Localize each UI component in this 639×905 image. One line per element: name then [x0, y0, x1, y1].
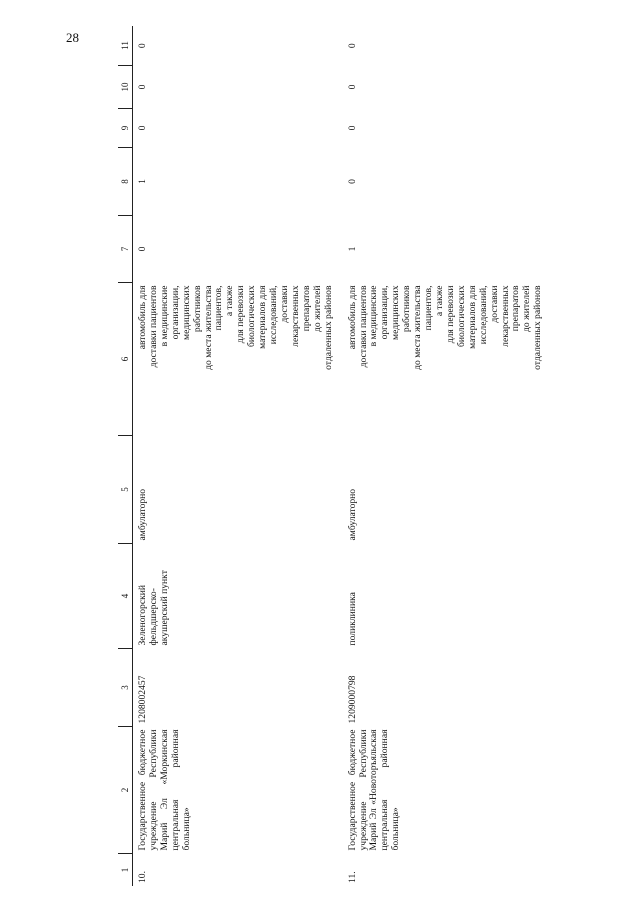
- vehicle-purpose-line: до жителей: [521, 285, 533, 332]
- value-col-7: 1: [346, 246, 358, 252]
- value-col-9: 0: [346, 125, 358, 131]
- vehicle-purpose-line: отдаленных районов: [532, 285, 544, 370]
- vehicle-purpose-line: организации,: [169, 285, 181, 340]
- column-header-9: 9: [118, 109, 133, 148]
- vehicle-purpose-line: материалов для: [466, 285, 478, 349]
- vehicle-purpose-line: для перевозки: [444, 285, 456, 344]
- table-row: [343, 26, 553, 886]
- vehicle-purpose-line: пациентов,: [213, 285, 225, 331]
- vehicle-purpose-line: до места жительства: [202, 285, 214, 370]
- rotated-table-container: [118, 36, 588, 886]
- subdivision-name: поликлиника: [346, 592, 358, 646]
- vehicle-purpose-line: а также: [433, 285, 445, 317]
- organization-code: 1209000798: [346, 675, 358, 724]
- value-col-7: 0: [137, 246, 148, 252]
- vehicle-purpose-line: автомобиль для: [346, 285, 358, 350]
- value-col-11: 0: [346, 43, 358, 49]
- column-header-10: 10: [118, 66, 133, 109]
- page-number: 28: [66, 30, 79, 45]
- vehicle-purpose: [133, 283, 343, 436]
- vehicle-purpose-line: доставки пациентов: [147, 285, 159, 368]
- value-col-10: 0: [346, 84, 358, 90]
- vehicle-purpose-line: для перевозки: [235, 285, 247, 344]
- care-type: амбулаторно: [137, 488, 148, 541]
- row-number: 11.: [346, 871, 358, 883]
- vehicle-purpose-line: отдаленных районов: [322, 285, 334, 370]
- vehicle-purpose-line: автомобиль для: [137, 285, 148, 350]
- vehicle-purpose-line: доставки: [278, 285, 290, 323]
- vehicle-purpose-line: лекарственных: [289, 285, 301, 347]
- vehicle-purpose-line: а также: [224, 285, 236, 317]
- column-header-4: 4: [118, 544, 133, 649]
- vehicle-purpose-line: в медицинские: [158, 285, 170, 347]
- vehicle-purpose-line: в медицинские: [368, 285, 380, 347]
- vehicle-purpose-line: доставки пациентов: [357, 285, 369, 368]
- column-header-6: 6: [118, 283, 133, 436]
- organization-code: 1208002457: [137, 675, 148, 724]
- vehicle-purpose-line: исследований,: [268, 285, 280, 345]
- vehicle-purpose-line: до жителей: [311, 285, 323, 332]
- vehicle-purpose-line: лекарственных: [499, 285, 511, 347]
- vehicle-purpose-line: препаратов: [300, 285, 312, 332]
- vehicle-purpose-line: исследований,: [477, 285, 489, 345]
- value-col-9: 0: [137, 125, 148, 131]
- column-header-7: 7: [118, 216, 133, 283]
- vehicle-purpose-line: биологических: [455, 285, 467, 348]
- vehicle-purpose-line: медицинских: [390, 285, 402, 340]
- vehicle-purpose-line: препаратов: [510, 285, 522, 332]
- vehicle-purpose-line: работников: [401, 285, 413, 333]
- vehicle-purpose-line: организации,: [379, 285, 391, 340]
- column-header-11: 11: [118, 26, 133, 66]
- value-col-8: 0: [346, 179, 358, 184]
- row-number: 10.: [137, 871, 148, 883]
- subdivision-name: Зеленогорский фельдшерско-акушерский пункт: [137, 570, 170, 646]
- vehicle-purpose-line: доставки: [488, 285, 500, 323]
- vehicle-purpose: [343, 283, 553, 436]
- organization-name: Государственное бюджетное учреждение Республики Марий Эл «Моркинская центральная районная больница»: [137, 729, 192, 851]
- column-header-1: 1: [118, 854, 133, 887]
- column-header-2: 2: [118, 727, 133, 854]
- data-table: [118, 26, 552, 886]
- vehicle-purpose-line: медицинских: [180, 285, 192, 340]
- vehicle-purpose-line: биологических: [246, 285, 258, 348]
- vehicle-purpose-line: пациентов,: [423, 285, 435, 331]
- organization-name: Государственное бюджетное учреждение Республики Марий Эл «Новоторъяльская центральная районная больница»: [346, 729, 402, 851]
- value-col-11: 0: [137, 43, 148, 49]
- vehicle-purpose-line: материалов для: [257, 285, 269, 349]
- column-header-3: 3: [118, 649, 133, 727]
- value-col-8: 1: [137, 179, 148, 184]
- table-row: [133, 26, 343, 886]
- value-col-10: 0: [137, 84, 148, 90]
- column-header-8: 8: [118, 148, 133, 216]
- table-header-row: [118, 26, 133, 886]
- vehicle-purpose-line: до места жительства: [412, 285, 424, 370]
- vehicle-purpose-line: работников: [191, 285, 203, 333]
- care-type: амбулаторно: [346, 488, 358, 541]
- column-header-5: 5: [118, 436, 133, 544]
